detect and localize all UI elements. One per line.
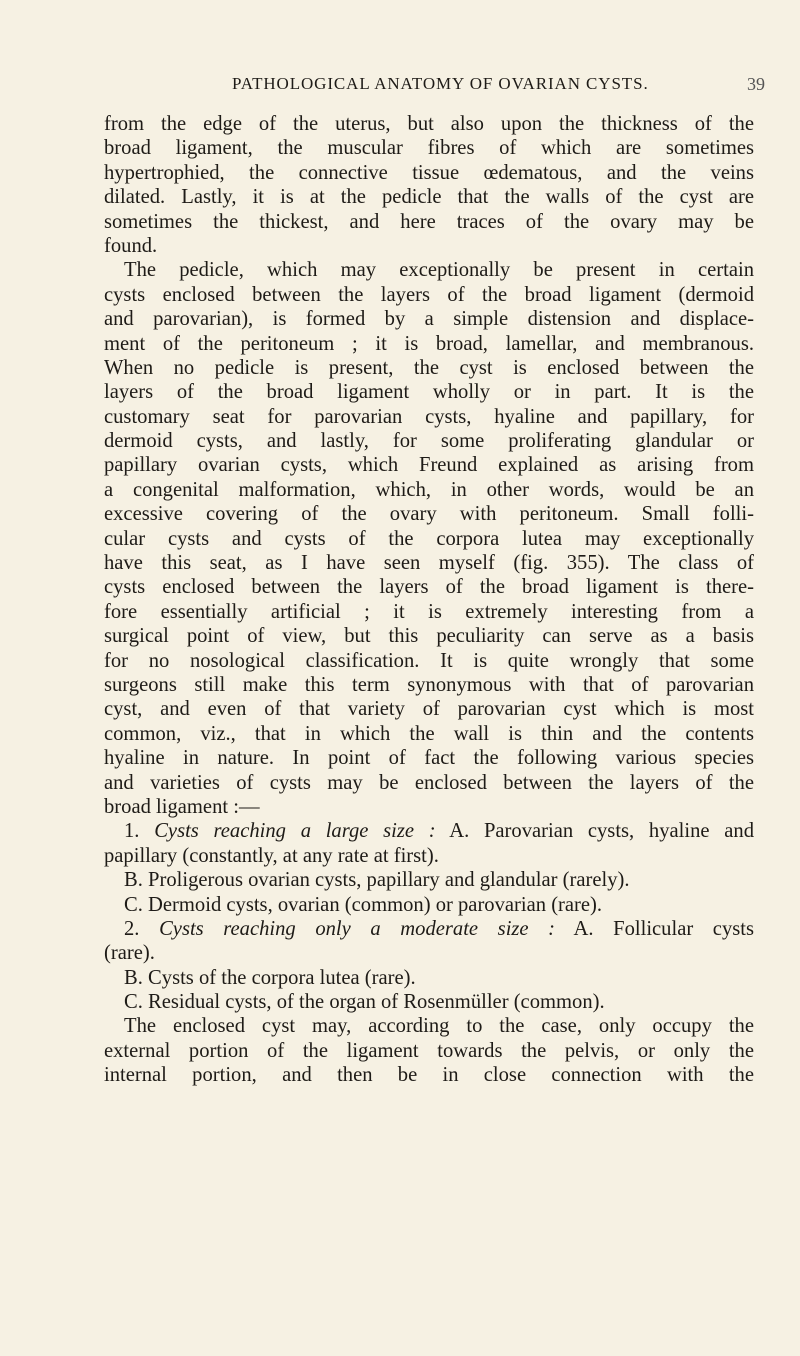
text-line: The enclosed cyst may, according to the case, only occupy the	[124, 1015, 754, 1038]
list-item: B. Cysts of the corpora lutea (rare).	[124, 966, 416, 989]
text-line: dermoid cysts, and lastly, for some proliferating glandular or	[104, 430, 754, 453]
text-line: sometimes the thickest, and here traces of the ovary may be	[104, 210, 754, 233]
text-line: layers of the broad ligament wholly or in part. It is the	[104, 381, 754, 404]
text-line: a congenital malformation, which, in other words, would be an	[104, 478, 754, 501]
list-heading: Cysts reaching only a moderate size :	[159, 917, 556, 940]
text-line: dilated. Lastly, it is at the pedicle that the walls of the cyst are	[104, 186, 754, 209]
list-item	[104, 917, 754, 941]
list-item	[104, 819, 754, 843]
text-line: cyst, and even of that variety of parovarian cyst which is most	[104, 698, 754, 721]
text-line: found.	[104, 234, 158, 257]
running-title: PATHOLOGICAL ANATOMY OF OVARIAN CYSTS.	[232, 74, 649, 93]
list-number: 1.	[124, 820, 140, 843]
text-line: common, viz., that in which the wall is thin and the contents	[104, 722, 754, 745]
text-line: surgical point of view, but this peculiarity can serve as a basis	[104, 625, 754, 648]
list-text: A. Follicular cysts	[573, 917, 754, 940]
list-number: 2.	[124, 917, 140, 940]
text-line: (rare).	[104, 942, 155, 965]
text-line: surgeons still make this term synonymous with that of parovarian	[104, 673, 754, 696]
text-line: hyaline in nature. In point of fact the following various species	[104, 747, 754, 770]
page-number: 39	[747, 74, 765, 94]
text-line: external portion of the ligament towards the pelvis, or only the	[104, 1039, 754, 1062]
text-line: fore essentially artificial ; it is extremely interesting from a	[104, 600, 754, 623]
text-line: When no pedicle is present, the cyst is enclosed between the	[104, 356, 754, 379]
text-line: excessive covering of the ovary with peritoneum. Small folli-	[104, 503, 754, 526]
list-heading: Cysts reaching a large size :	[154, 820, 436, 843]
list-item: C. Residual cysts, of the organ of Rosenmüller (common).	[124, 991, 605, 1014]
text-line: broad ligament :—	[104, 795, 260, 818]
text-line: hypertrophied, the connective tissue œdematous, and the veins	[104, 161, 754, 184]
list-item: B. Proligerous ovarian cysts, papillary and glandular (rarely).	[124, 869, 630, 892]
text-line: have this seat, as I have seen myself (fig. 355). The class of	[104, 552, 754, 575]
text-line: from the edge of the uterus, but also upon the thickness of the	[104, 113, 754, 135]
body-text	[104, 112, 754, 1088]
text-line: cysts enclosed between the layers of the broad ligament is there-	[104, 576, 754, 599]
running-head	[0, 74, 800, 104]
text-line: cysts enclosed between the layers of the broad ligament (dermoid	[104, 283, 754, 306]
text-line: for no nosological classification. It is quite wrongly that some	[104, 649, 754, 672]
text-line: and parovarian), is formed by a simple distension and displace-	[104, 308, 754, 331]
text-line: papillary (constantly, at any rate at first).	[104, 844, 439, 867]
list-item: C. Dermoid cysts, ovarian (common) or parovarian (rare).	[124, 893, 603, 916]
text-line: and varieties of cysts may be enclosed between the layers of the	[104, 771, 754, 794]
text-line: cular cysts and cysts of the corpora lutea may exceptionally	[104, 527, 754, 550]
text-line: internal portion, and then be in close connection with the	[104, 1064, 754, 1087]
text-line: The pedicle, which may exceptionally be present in certain	[124, 259, 754, 282]
text-line: broad ligament, the muscular fibres of which are sometimes	[104, 137, 754, 160]
text-line: papillary ovarian cysts, which Freund explained as arising from	[104, 454, 754, 477]
text-line: ment of the peritoneum ; it is broad, lamellar, and membranous.	[104, 332, 754, 355]
list-text: A. Parovarian cysts, hyaline and	[449, 820, 754, 843]
text-line: customary seat for parovarian cysts, hyaline and papillary, for	[104, 405, 754, 428]
